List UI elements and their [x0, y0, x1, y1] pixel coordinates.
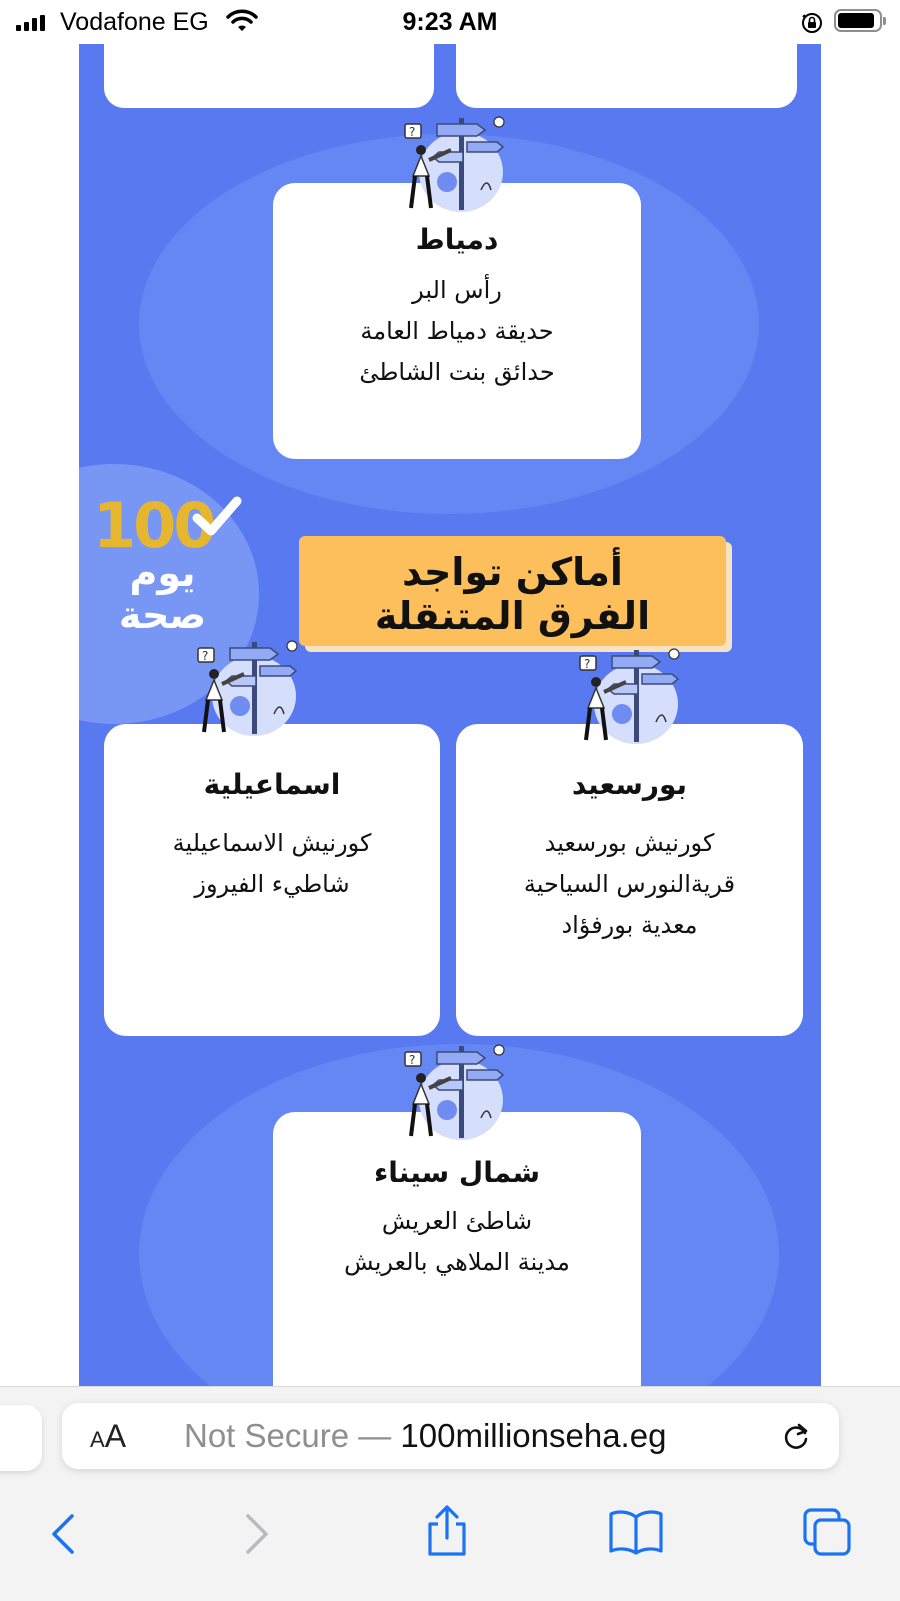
card-line: شاطيء الفيروز — [194, 870, 350, 898]
logo-line-1: يوم — [129, 551, 196, 595]
card-title: دمياط — [415, 223, 499, 256]
card-line: شاطئ العريش — [381, 1207, 533, 1235]
browser-chrome — [0, 1386, 900, 1601]
status-bar — [0, 0, 900, 44]
card-title: شمال سيناء — [373, 1156, 541, 1189]
signpost-illustration-icon — [401, 110, 511, 220]
forward-icon[interactable] — [240, 1512, 272, 1556]
card-line: كورنيش بورسعيد — [544, 829, 715, 857]
card-line: معدية بورفؤاد — [561, 911, 698, 939]
card-title: بورسعيد — [571, 768, 688, 801]
card-line: حدائق بنت الشاطئ — [359, 358, 555, 386]
location-card-port-said — [456, 724, 803, 1036]
signpost-illustration-icon — [576, 642, 686, 752]
card-title: اسماعيلية — [203, 768, 341, 801]
signpost-illustration-icon — [194, 634, 304, 744]
reload-icon[interactable] — [779, 1419, 813, 1453]
back-icon[interactable] — [48, 1512, 80, 1556]
svg-text:?: ? — [584, 657, 591, 671]
bookmarks-icon[interactable] — [608, 1509, 664, 1555]
banner-line-2: الفرق المتنقلة — [374, 594, 651, 638]
location-card-damietta — [273, 183, 641, 459]
card-line: مدينة الملاهي بالعريش — [344, 1248, 570, 1276]
battery-icon — [834, 9, 882, 32]
previous-tab-preview[interactable] — [0, 1405, 42, 1471]
card-line: حديقة دمياط العامة — [360, 317, 554, 345]
card-line: قريةالنورس السياحية — [523, 870, 736, 898]
logo-line-2: صحة — [118, 593, 207, 637]
banner-line-1: أماكن تواجد — [402, 550, 623, 594]
status-time: 9:23 AM — [402, 8, 498, 36]
checkmark-icon — [191, 491, 243, 543]
carrier-name: Vodafone EG — [60, 8, 209, 36]
text-size-small-label: A — [90, 1427, 105, 1452]
svg-text:?: ? — [202, 649, 209, 663]
card-line: رأس البر — [412, 276, 502, 304]
card-line: كورنيش الاسماعيلية — [172, 829, 372, 857]
location-card-ismailia — [104, 724, 440, 1036]
signpost-illustration-icon — [401, 1038, 511, 1148]
orientation-lock-icon — [800, 11, 824, 35]
svg-text:?: ? — [409, 1053, 416, 1067]
share-icon[interactable] — [424, 1504, 470, 1558]
text-size-big-label: A — [104, 1418, 127, 1454]
100-days-health-logo — [93, 489, 253, 649]
url-display[interactable] — [184, 1417, 666, 1455]
svg-text:?: ? — [409, 125, 416, 139]
url-domain: 100millionseha.eg — [400, 1417, 667, 1454]
security-label: Not Secure — — [184, 1417, 401, 1454]
tabs-icon[interactable] — [802, 1507, 854, 1559]
text-size-button[interactable] — [90, 1418, 126, 1455]
address-bar[interactable] — [62, 1403, 839, 1469]
logo-number: 100 — [93, 489, 214, 562]
card-top-right-partial — [456, 44, 797, 108]
content-panel — [79, 44, 821, 1386]
section-banner — [299, 536, 726, 646]
location-card-north-sinai — [273, 1112, 641, 1386]
card-top-left-partial — [104, 44, 434, 108]
